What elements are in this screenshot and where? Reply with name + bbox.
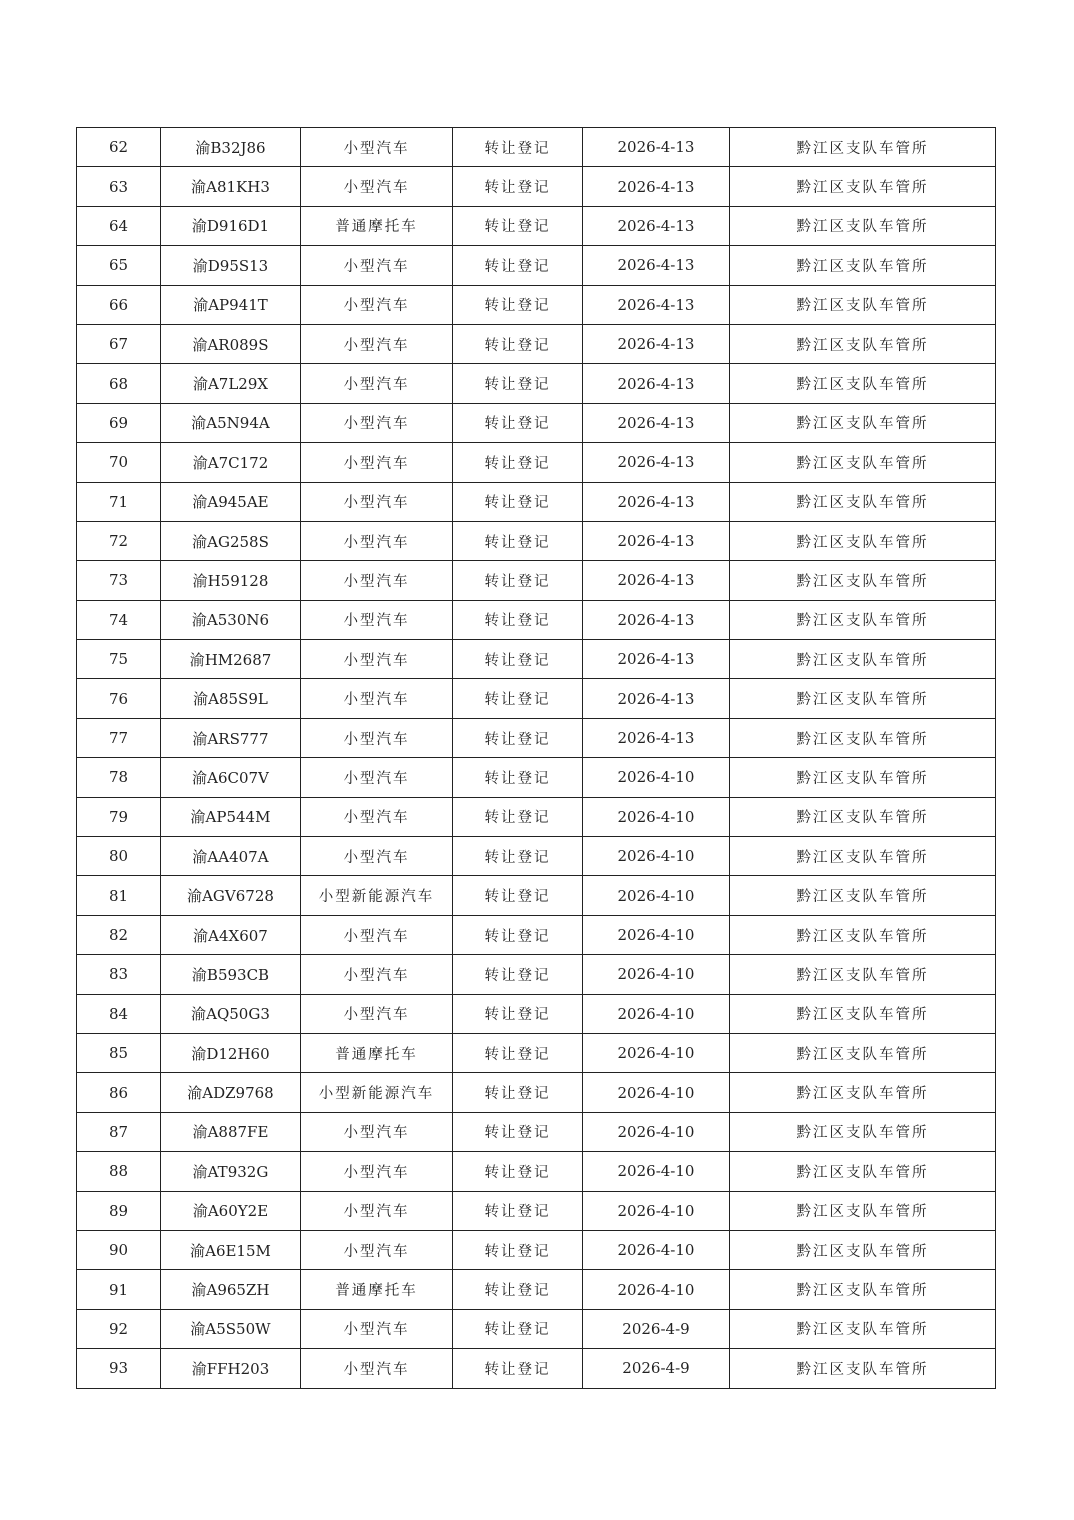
plate-number-cell: 渝AP544M	[161, 797, 301, 836]
plate-number-cell: 渝A7C172	[161, 443, 301, 482]
vehicle-type-cell: 普通摩托车	[301, 1033, 453, 1072]
vehicle-type-cell: 小型汽车	[301, 443, 453, 482]
business-type-cell: 转让登记	[453, 403, 583, 442]
date-cell: 2026-4-13	[583, 167, 730, 206]
row-index-cell: 63	[77, 167, 161, 206]
vehicle-type-cell: 小型汽车	[301, 521, 453, 560]
business-type-cell: 转让登记	[453, 561, 583, 600]
table-row	[77, 443, 996, 482]
table-row	[77, 640, 996, 679]
row-index-cell: 66	[77, 285, 161, 324]
date-cell: 2026-4-10	[583, 758, 730, 797]
vehicle-type-cell: 普通摩托车	[301, 206, 453, 245]
table-row	[77, 246, 996, 285]
office-cell: 黔江区支队车管所	[730, 1349, 996, 1388]
plate-number-cell: 渝HM2687	[161, 640, 301, 679]
table-row	[77, 679, 996, 718]
date-cell: 2026-4-9	[583, 1349, 730, 1388]
office-cell: 黔江区支队车管所	[730, 1112, 996, 1151]
table-row	[77, 955, 996, 994]
date-cell: 2026-4-10	[583, 876, 730, 915]
business-type-cell: 转让登记	[453, 679, 583, 718]
business-type-cell: 转让登记	[453, 285, 583, 324]
vehicle-type-cell: 小型汽车	[301, 561, 453, 600]
date-cell: 2026-4-13	[583, 679, 730, 718]
row-index-cell: 81	[77, 876, 161, 915]
vehicle-type-cell: 小型汽车	[301, 600, 453, 639]
plate-number-cell: 渝AP941T	[161, 285, 301, 324]
table-row	[77, 1309, 996, 1348]
vehicle-type-cell: 小型汽车	[301, 915, 453, 954]
business-type-cell: 转让登记	[453, 797, 583, 836]
row-index-cell: 71	[77, 482, 161, 521]
table-row	[77, 1349, 996, 1388]
office-cell: 黔江区支队车管所	[730, 1309, 996, 1348]
plate-number-cell: 渝AR089S	[161, 324, 301, 363]
vehicle-type-cell: 小型汽车	[301, 167, 453, 206]
plate-number-cell: 渝A965ZH	[161, 1270, 301, 1309]
office-cell: 黔江区支队车管所	[730, 758, 996, 797]
row-index-cell: 76	[77, 679, 161, 718]
table-row	[77, 797, 996, 836]
plate-number-cell: 渝A7L29X	[161, 364, 301, 403]
office-cell: 黔江区支队车管所	[730, 600, 996, 639]
business-type-cell: 转让登记	[453, 482, 583, 521]
row-index-cell: 65	[77, 246, 161, 285]
office-cell: 黔江区支队车管所	[730, 994, 996, 1033]
office-cell: 黔江区支队车管所	[730, 955, 996, 994]
table-row	[77, 561, 996, 600]
plate-number-cell: 渝ADZ9768	[161, 1073, 301, 1112]
vehicle-type-cell: 小型汽车	[301, 1191, 453, 1230]
plate-number-cell: 渝AA407A	[161, 837, 301, 876]
table-row	[77, 1152, 996, 1191]
business-type-cell: 转让登记	[453, 837, 583, 876]
business-type-cell: 转让登记	[453, 1349, 583, 1388]
plate-number-cell: 渝A6E15M	[161, 1230, 301, 1269]
row-index-cell: 84	[77, 994, 161, 1033]
table-row	[77, 718, 996, 757]
vehicle-type-cell: 小型汽车	[301, 837, 453, 876]
vehicle-type-cell: 小型汽车	[301, 1309, 453, 1348]
date-cell: 2026-4-10	[583, 1270, 730, 1309]
row-index-cell: 70	[77, 443, 161, 482]
table-row	[77, 1112, 996, 1151]
table-row	[77, 206, 996, 245]
date-cell: 2026-4-13	[583, 521, 730, 560]
date-cell: 2026-4-10	[583, 915, 730, 954]
row-index-cell: 67	[77, 324, 161, 363]
plate-number-cell: 渝AQ50G3	[161, 994, 301, 1033]
vehicle-type-cell: 小型汽车	[301, 324, 453, 363]
table-row	[77, 600, 996, 639]
business-type-cell: 转让登记	[453, 1152, 583, 1191]
office-cell: 黔江区支队车管所	[730, 482, 996, 521]
business-type-cell: 转让登记	[453, 876, 583, 915]
office-cell: 黔江区支队车管所	[730, 521, 996, 560]
office-cell: 黔江区支队车管所	[730, 403, 996, 442]
vehicle-type-cell: 普通摩托车	[301, 1270, 453, 1309]
date-cell: 2026-4-10	[583, 1191, 730, 1230]
vehicle-type-cell: 小型汽车	[301, 640, 453, 679]
business-type-cell: 转让登记	[453, 640, 583, 679]
table-row	[77, 1230, 996, 1269]
plate-number-cell: 渝A5S50W	[161, 1309, 301, 1348]
business-type-cell: 转让登记	[453, 915, 583, 954]
row-index-cell: 93	[77, 1349, 161, 1388]
vehicle-type-cell: 小型汽车	[301, 955, 453, 994]
office-cell: 黔江区支队车管所	[730, 206, 996, 245]
table-row	[77, 915, 996, 954]
office-cell: 黔江区支队车管所	[730, 1230, 996, 1269]
vehicle-type-cell: 小型新能源汽车	[301, 876, 453, 915]
table-row	[77, 324, 996, 363]
business-type-cell: 转让登记	[453, 955, 583, 994]
table-row	[77, 994, 996, 1033]
date-cell: 2026-4-13	[583, 246, 730, 285]
business-type-cell: 转让登记	[453, 364, 583, 403]
table-row	[77, 876, 996, 915]
office-cell: 黔江区支队车管所	[730, 1191, 996, 1230]
office-cell: 黔江区支队车管所	[730, 876, 996, 915]
plate-number-cell: 渝D12H60	[161, 1033, 301, 1072]
office-cell: 黔江区支队车管所	[730, 167, 996, 206]
business-type-cell: 转让登记	[453, 128, 583, 167]
date-cell: 2026-4-13	[583, 561, 730, 600]
date-cell: 2026-4-13	[583, 640, 730, 679]
table-row	[77, 1191, 996, 1230]
row-index-cell: 64	[77, 206, 161, 245]
table-row	[77, 167, 996, 206]
business-type-cell: 转让登记	[453, 718, 583, 757]
date-cell: 2026-4-10	[583, 837, 730, 876]
business-type-cell: 转让登记	[453, 1073, 583, 1112]
date-cell: 2026-4-10	[583, 1033, 730, 1072]
vehicle-type-cell: 小型汽车	[301, 403, 453, 442]
business-type-cell: 转让登记	[453, 600, 583, 639]
plate-number-cell: 渝A530N6	[161, 600, 301, 639]
date-cell: 2026-4-10	[583, 955, 730, 994]
vehicle-type-cell: 小型汽车	[301, 718, 453, 757]
row-index-cell: 74	[77, 600, 161, 639]
row-index-cell: 75	[77, 640, 161, 679]
table-row	[77, 1270, 996, 1309]
table-row	[77, 1073, 996, 1112]
table-row	[77, 482, 996, 521]
date-cell: 2026-4-10	[583, 1112, 730, 1151]
registration-table	[76, 127, 996, 1389]
row-index-cell: 68	[77, 364, 161, 403]
row-index-cell: 77	[77, 718, 161, 757]
office-cell: 黔江区支队车管所	[730, 561, 996, 600]
row-index-cell: 88	[77, 1152, 161, 1191]
plate-number-cell: 渝AG258S	[161, 521, 301, 560]
business-type-cell: 转让登记	[453, 1270, 583, 1309]
plate-number-cell: 渝A887FE	[161, 1112, 301, 1151]
office-cell: 黔江区支队车管所	[730, 837, 996, 876]
business-type-cell: 转让登记	[453, 206, 583, 245]
row-index-cell: 73	[77, 561, 161, 600]
business-type-cell: 转让登记	[453, 521, 583, 560]
vehicle-type-cell: 小型汽车	[301, 246, 453, 285]
vehicle-type-cell: 小型汽车	[301, 128, 453, 167]
office-cell: 黔江区支队车管所	[730, 915, 996, 954]
plate-number-cell: 渝A945AE	[161, 482, 301, 521]
office-cell: 黔江区支队车管所	[730, 718, 996, 757]
row-index-cell: 86	[77, 1073, 161, 1112]
plate-number-cell: 渝B32J86	[161, 128, 301, 167]
office-cell: 黔江区支队车管所	[730, 640, 996, 679]
date-cell: 2026-4-13	[583, 324, 730, 363]
plate-number-cell: 渝A85S9L	[161, 679, 301, 718]
business-type-cell: 转让登记	[453, 324, 583, 363]
vehicle-type-cell: 小型汽车	[301, 994, 453, 1033]
row-index-cell: 89	[77, 1191, 161, 1230]
plate-number-cell: 渝D916D1	[161, 206, 301, 245]
table-body	[77, 128, 996, 1389]
date-cell: 2026-4-13	[583, 443, 730, 482]
plate-number-cell: 渝B593CB	[161, 955, 301, 994]
row-index-cell: 69	[77, 403, 161, 442]
office-cell: 黔江区支队车管所	[730, 1270, 996, 1309]
row-index-cell: 90	[77, 1230, 161, 1269]
row-index-cell: 82	[77, 915, 161, 954]
vehicle-type-cell: 小型汽车	[301, 482, 453, 521]
row-index-cell: 80	[77, 837, 161, 876]
business-type-cell: 转让登记	[453, 246, 583, 285]
date-cell: 2026-4-13	[583, 600, 730, 639]
date-cell: 2026-4-13	[583, 403, 730, 442]
date-cell: 2026-4-13	[583, 285, 730, 324]
table-row	[77, 403, 996, 442]
table-row	[77, 1033, 996, 1072]
business-type-cell: 转让登记	[453, 167, 583, 206]
plate-number-cell: 渝A6C07V	[161, 758, 301, 797]
office-cell: 黔江区支队车管所	[730, 797, 996, 836]
date-cell: 2026-4-10	[583, 797, 730, 836]
table-row	[77, 364, 996, 403]
row-index-cell: 79	[77, 797, 161, 836]
office-cell: 黔江区支队车管所	[730, 1033, 996, 1072]
date-cell: 2026-4-13	[583, 718, 730, 757]
business-type-cell: 转让登记	[453, 758, 583, 797]
business-type-cell: 转让登记	[453, 1230, 583, 1269]
table-row	[77, 128, 996, 167]
business-type-cell: 转让登记	[453, 994, 583, 1033]
office-cell: 黔江区支队车管所	[730, 246, 996, 285]
date-cell: 2026-4-10	[583, 1073, 730, 1112]
row-index-cell: 62	[77, 128, 161, 167]
plate-number-cell: 渝H59128	[161, 561, 301, 600]
vehicle-type-cell: 小型汽车	[301, 285, 453, 324]
vehicle-type-cell: 小型新能源汽车	[301, 1073, 453, 1112]
plate-number-cell: 渝AT932G	[161, 1152, 301, 1191]
vehicle-type-cell: 小型汽车	[301, 364, 453, 403]
business-type-cell: 转让登记	[453, 443, 583, 482]
plate-number-cell: 渝D95S13	[161, 246, 301, 285]
office-cell: 黔江区支队车管所	[730, 128, 996, 167]
vehicle-type-cell: 小型汽车	[301, 679, 453, 718]
row-index-cell: 92	[77, 1309, 161, 1348]
row-index-cell: 91	[77, 1270, 161, 1309]
office-cell: 黔江区支队车管所	[730, 1073, 996, 1112]
business-type-cell: 转让登记	[453, 1191, 583, 1230]
date-cell: 2026-4-13	[583, 364, 730, 403]
office-cell: 黔江区支队车管所	[730, 443, 996, 482]
plate-number-cell: 渝FFH203	[161, 1349, 301, 1388]
business-type-cell: 转让登记	[453, 1309, 583, 1348]
date-cell: 2026-4-10	[583, 1152, 730, 1191]
plate-number-cell: 渝A5N94A	[161, 403, 301, 442]
plate-number-cell: 渝AGV6728	[161, 876, 301, 915]
date-cell: 2026-4-13	[583, 482, 730, 521]
table-row	[77, 758, 996, 797]
date-cell: 2026-4-10	[583, 1230, 730, 1269]
plate-number-cell: 渝A60Y2E	[161, 1191, 301, 1230]
office-cell: 黔江区支队车管所	[730, 324, 996, 363]
office-cell: 黔江区支队车管所	[730, 1152, 996, 1191]
vehicle-type-cell: 小型汽车	[301, 1112, 453, 1151]
row-index-cell: 78	[77, 758, 161, 797]
vehicle-type-cell: 小型汽车	[301, 1230, 453, 1269]
vehicle-type-cell: 小型汽车	[301, 1152, 453, 1191]
date-cell: 2026-4-13	[583, 128, 730, 167]
row-index-cell: 85	[77, 1033, 161, 1072]
date-cell: 2026-4-13	[583, 206, 730, 245]
business-type-cell: 转让登记	[453, 1033, 583, 1072]
vehicle-type-cell: 小型汽车	[301, 1349, 453, 1388]
date-cell: 2026-4-10	[583, 994, 730, 1033]
date-cell: 2026-4-9	[583, 1309, 730, 1348]
plate-number-cell: 渝A4X607	[161, 915, 301, 954]
office-cell: 黔江区支队车管所	[730, 285, 996, 324]
table-row	[77, 837, 996, 876]
office-cell: 黔江区支队车管所	[730, 679, 996, 718]
row-index-cell: 83	[77, 955, 161, 994]
table-row	[77, 285, 996, 324]
vehicle-type-cell: 小型汽车	[301, 797, 453, 836]
office-cell: 黔江区支队车管所	[730, 364, 996, 403]
business-type-cell: 转让登记	[453, 1112, 583, 1151]
plate-number-cell: 渝ARS777	[161, 718, 301, 757]
row-index-cell: 72	[77, 521, 161, 560]
row-index-cell: 87	[77, 1112, 161, 1151]
plate-number-cell: 渝A81KH3	[161, 167, 301, 206]
table-row	[77, 521, 996, 560]
vehicle-type-cell: 小型汽车	[301, 758, 453, 797]
